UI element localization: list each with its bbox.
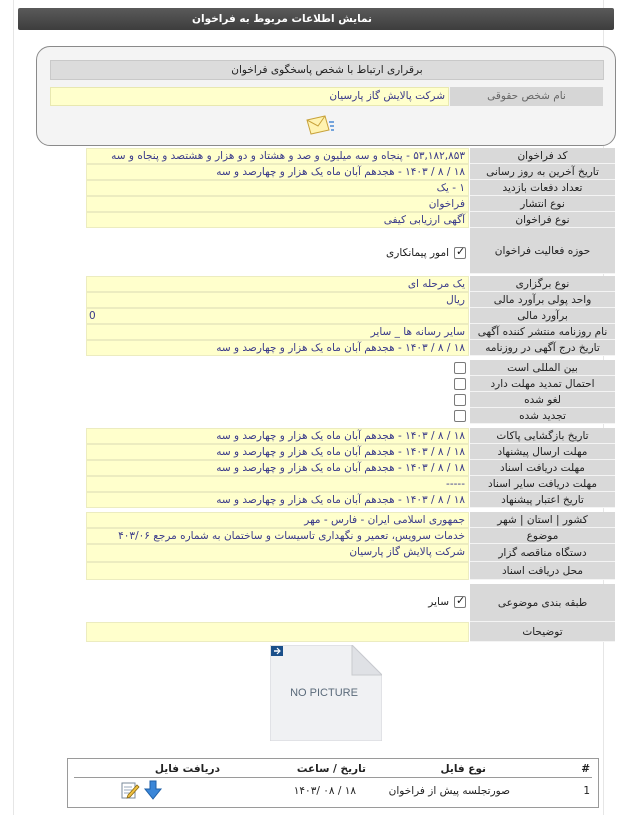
visit-count-label: تعداد دفعات بازدید: [470, 180, 615, 196]
offer-deadline-value: ۱۸ / ۸ / ۱۴۰۳ - هجدهم آبان ماه یک هزار و چهارصد و سه: [86, 444, 469, 460]
files-header-download: دریافت فایل: [154, 763, 220, 775]
newspaper-label: نام روزنامه منتشر کننده آگهی: [470, 324, 615, 340]
contracting-label: امور پیمانکاری: [386, 247, 449, 259]
row-opening-date: [86, 428, 615, 444]
holding-type-value: یک مرحله ای: [86, 276, 469, 292]
row-estimate: [86, 308, 615, 324]
row-tender-code: [86, 148, 615, 164]
visit-count-value: ۱ - یک: [86, 180, 469, 196]
page-title: نمایش اطلاعات مربوط به فراخوان: [192, 13, 372, 25]
docs-deadline-value: ۱۸ / ۸ / ۱۴۰۳ - هجدهم آبان ماه یک هزار و چهارصد و سه: [86, 460, 469, 476]
other-docs-deadline-value: -----: [86, 476, 469, 492]
file-row-date: ۱۴۰۳/ ۰۸ / ۱۸: [293, 785, 356, 797]
row-offer-validity: [86, 492, 615, 508]
international-value: [86, 360, 469, 376]
tender-type-label: نوع فراخوان: [470, 212, 615, 228]
newspaper-date-value: ۱۸ / ۸ / ۱۴۰۳ - هجدهم آبان ماه یک هزار و چهارصد و سه: [86, 340, 469, 356]
contact-title: برقراری ارتباط با شخص پاسخگوی فراخوان: [50, 60, 604, 80]
row-description: [86, 622, 615, 642]
row-docs-place: [86, 562, 615, 580]
cancelled-checkbox[interactable]: [454, 394, 466, 406]
subject-value: خدمات سرویس، تعمیر و نگهداری تاسیسات و ساختمان به شماره مرجع ۴۰۳/۰۶: [86, 528, 469, 544]
row-activity-field: [86, 228, 615, 274]
other-docs-deadline-label: مهلت دریافت سایر اسناد: [470, 476, 615, 492]
files-table: [67, 758, 599, 808]
currency-label: واحد پولی برآورد مالی: [470, 292, 615, 308]
cancelled-value: [86, 392, 469, 408]
extension-label: احتمال تمدید مهلت دارد: [470, 376, 615, 392]
newspaper-value: سایر رسانه ها _ سایر: [86, 324, 469, 340]
category-label: طبقه بندی موضوعی: [470, 584, 615, 622]
row-offer-deadline: [86, 444, 615, 460]
international-checkbox[interactable]: [454, 362, 466, 374]
international-label: بین المللی است: [470, 360, 615, 376]
opening-date-label: تاریخ بازگشایی پاکات: [470, 428, 615, 444]
row-organizer: [86, 544, 615, 562]
renewed-label: تجدید شده: [470, 408, 615, 424]
opening-date-value: ۱۸ / ۸ / ۱۴۰۳ - هجدهم آبان ماه یک هزار و چهارصد و سه: [86, 428, 469, 444]
extension-checkbox[interactable]: [454, 378, 466, 390]
docs-deadline-label: مهلت دریافت اسناد: [470, 460, 615, 476]
files-header-divider: [74, 777, 592, 778]
location-label: کشور | استان | شهر: [470, 512, 615, 528]
file-row-num: 1: [583, 785, 590, 797]
email-icon[interactable]: [305, 114, 335, 136]
legal-entity-value: شرکت پالایش گاز پارسیان: [50, 87, 449, 106]
offer-validity-label: تاریخ اعتبار پیشنهاد: [470, 492, 615, 508]
newspaper-date-label: تاریخ درج آگهی در روزنامه: [470, 340, 615, 356]
legal-entity-label: نام شخص حقوقی: [450, 87, 603, 106]
holding-type-label: نوع برگزاری: [470, 276, 615, 292]
description-value: [86, 622, 469, 642]
description-label: توضیحات: [470, 622, 615, 642]
row-newspaper-date: [86, 340, 615, 356]
organizer-label: دستگاه مناقصه گزار: [470, 544, 615, 562]
last-update-label: تاریخ آخرین به روز رسانی: [470, 164, 615, 180]
row-newspaper: [86, 324, 615, 340]
category-label-text: سایر: [428, 596, 449, 608]
estimate-value: 0: [86, 308, 469, 324]
docs-place-value: [86, 562, 469, 580]
activity-field-label: حوزه فعالیت فراخوان: [470, 228, 615, 274]
row-publish-type: [86, 196, 615, 212]
activity-field-value: [86, 228, 469, 274]
category-checkbox[interactable]: [454, 596, 466, 608]
offer-deadline-label: مهلت ارسال پیشنهاد: [470, 444, 615, 460]
extension-value: [86, 376, 469, 392]
offer-validity-value: ۱۸ / ۸ / ۱۴۰۳ - هجدهم آبان ماه یک هزار و چهارصد و سه: [86, 492, 469, 508]
tender-type-value: آگهی ارزیابی کیفی: [86, 212, 469, 228]
file-row-type: صورتجلسه پیش از فراخوان: [388, 785, 510, 797]
files-header-num: #: [581, 763, 590, 775]
edit-icon[interactable]: [120, 780, 140, 800]
row-renewed: [86, 408, 615, 424]
row-tender-type: [86, 212, 615, 228]
row-currency: [86, 292, 615, 308]
no-picture-image: [270, 645, 382, 741]
row-extension: [86, 376, 615, 392]
no-picture-text: NO PICTURE: [290, 687, 358, 699]
currency-value: ریال: [86, 292, 469, 308]
tender-code-label: کد فراخوان: [470, 148, 615, 164]
subject-label: موضوع: [470, 528, 615, 544]
download-icon[interactable]: [143, 780, 163, 800]
files-header-type: نوع فایل: [440, 763, 486, 775]
row-other-docs-deadline: [86, 476, 615, 492]
row-international: [86, 360, 615, 376]
tender-code-value: ۵۳,۱۸۲,۸۵۳ - پنجاه و سه میلیون و صد و هشتاد و دو هزار و هشتصد و پنجاه و سه: [86, 148, 469, 164]
contracting-checkbox[interactable]: [454, 247, 466, 259]
row-category: [86, 584, 615, 622]
estimate-label: برآورد مالی: [470, 308, 615, 324]
row-subject: [86, 528, 615, 544]
page-header: [18, 8, 614, 30]
last-update-value: ۱۸ / ۸ / ۱۴۰۳ - هجدهم آبان ماه یک هزار و چهارصد و سه: [86, 164, 469, 180]
contact-panel: [36, 46, 616, 146]
publish-type-value: فراخوان: [86, 196, 469, 212]
files-header-date: تاریخ / ساعت: [296, 763, 366, 775]
renewed-value: [86, 408, 469, 424]
row-cancelled: [86, 392, 615, 408]
row-visit-count: [86, 180, 615, 196]
publish-type-label: نوع انتشار: [470, 196, 615, 212]
category-value: [86, 584, 469, 622]
row-holding-type: [86, 276, 615, 292]
organizer-value: شرکت پالایش گاز پارسیان: [86, 544, 469, 562]
renewed-checkbox[interactable]: [454, 410, 466, 422]
cancelled-label: لغو شده: [470, 392, 615, 408]
row-location: [86, 512, 615, 528]
location-value: جمهوری اسلامی ایران - فارس - مهر: [86, 512, 469, 528]
row-last-update: [86, 164, 615, 180]
docs-place-label: محل دریافت اسناد: [470, 562, 615, 580]
row-docs-deadline: [86, 460, 615, 476]
